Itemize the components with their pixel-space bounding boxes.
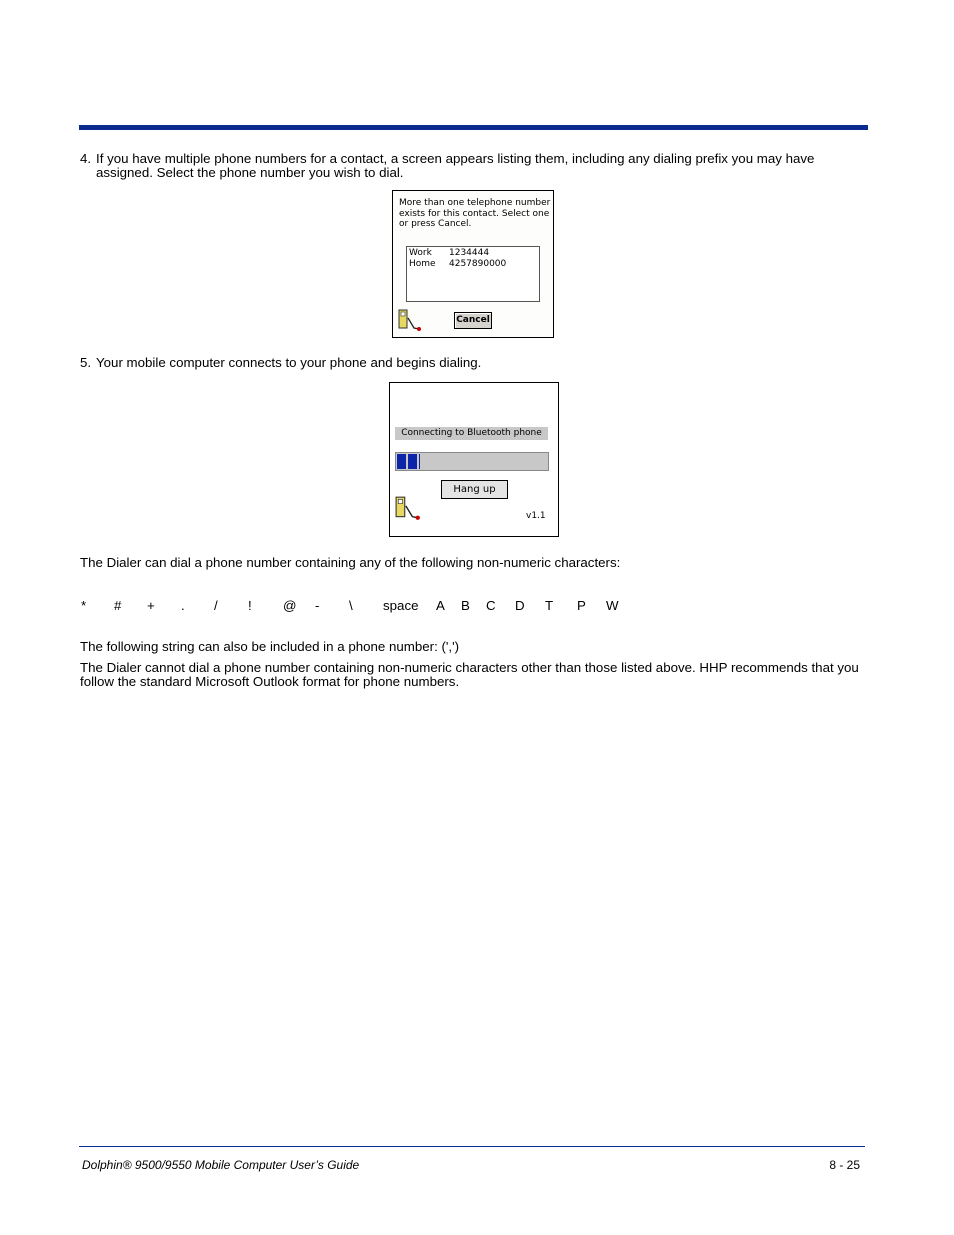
char-plus: + [147,598,155,613]
footer-title: Dolphin® 9500/9550 Mobile Computer User’s Guide [82,1158,360,1172]
char-at: @ [283,598,297,613]
connection-status-bar [395,427,548,440]
step-4 [80,152,870,182]
char-asterisk: * [81,598,87,613]
connection-status-text: Connecting to Bluetooth phone [401,428,542,438]
step-number: 4. [80,151,92,166]
entry-label: Work [409,248,432,258]
dialing-progress-bar [395,452,549,471]
char-backslash: \ [349,598,353,613]
cancel-label: Cancel [456,315,490,325]
char-a: A [436,598,445,613]
phone-dialer-icon [398,308,422,332]
char-t: T [545,598,554,613]
list-item-home[interactable] [409,259,537,270]
footer-rule [79,1146,865,1147]
step-text: Your mobile computer connects to your phone and begins dialing. [96,355,482,370]
char-dash: - [315,598,320,613]
list-item-work[interactable] [409,248,537,259]
dialing-screenshot [389,382,559,537]
phone-dialer-icon [395,495,421,521]
string-note: The following string can also be included in a phone number: (',') [80,639,460,654]
char-b: B [461,598,470,613]
step-text: If you have multiple phone numbers for a contact, a screen appears listing them, including any dialing prefix you may have assigned. Select the phone number you wish to dial. [96,151,815,180]
char-hash: # [114,598,122,613]
char-exclamation: ! [248,598,252,613]
entry-number: 1234444 [449,248,490,258]
cannot-dial-note: The Dialer cannot dial a phone number containing non-numeric characters other than those listed above. HHP recommends that you follow the standard Microsoft Outlook format for phone numbers. [80,660,859,689]
message-line: or press Cancel. [399,219,472,229]
hang-up-button[interactable] [441,480,508,499]
char-c: C [486,598,496,613]
char-period: . [181,598,185,613]
select-number-message [399,198,551,230]
phone-number-list[interactable] [406,246,540,302]
char-p: P [577,598,586,613]
header-rule [79,125,868,130]
char-d: D [515,598,525,613]
dialer-intro: The Dialer can dial a phone number containing any of the following non-numeric characters: [80,555,621,570]
version-label: v1.1 [526,511,546,521]
select-number-screenshot [392,190,554,338]
allowed-characters [0,598,954,614]
page-number: 8 - 25 [829,1158,860,1172]
step-5 [80,356,870,372]
entry-number: 4257890000 [449,259,507,269]
step-number: 5. [80,355,92,370]
char-slash: / [214,598,218,613]
entry-label: Home [409,259,436,269]
message-line: More than one telephone number [399,198,551,208]
message-line: exists for this contact. Select one [399,208,550,219]
cancel-button[interactable] [454,312,492,329]
progress-fill [397,454,420,469]
char-space: space [383,598,419,613]
char-w: W [606,598,619,613]
hang-up-label: Hang up [453,484,496,495]
